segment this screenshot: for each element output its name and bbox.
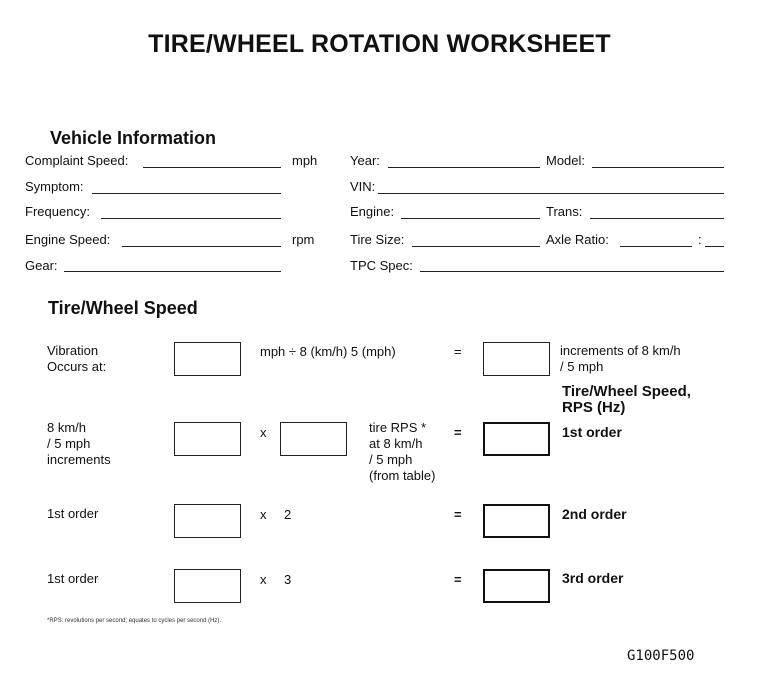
increments-result-input[interactable] xyxy=(483,342,550,376)
row2-label-line1: 8 km/h xyxy=(47,420,87,435)
row4-multiplier: 3 xyxy=(284,572,292,587)
year-field[interactable] xyxy=(388,167,540,168)
rps-footnote: *RPS: revolutions per second; equates to cycles per second (Hz). xyxy=(47,618,222,624)
row4-result-label: 3rd order xyxy=(562,570,624,586)
tire-rps-input[interactable] xyxy=(280,422,347,456)
second-order-result-input[interactable] xyxy=(483,504,550,538)
trans-field[interactable] xyxy=(590,218,724,219)
row2-result-label: 1st order xyxy=(562,424,622,440)
row3-result-label: 2nd order xyxy=(562,506,627,522)
row1-result-line2: / 5 mph xyxy=(560,359,604,374)
third-order-result-input[interactable] xyxy=(483,569,550,603)
tire-wheel-speed-rps-heading xyxy=(562,384,691,416)
complaint-speed-label: Complaint Speed: xyxy=(25,153,129,168)
symptom-field[interactable] xyxy=(92,193,281,194)
frequency-field[interactable] xyxy=(101,218,281,219)
year-label: Year: xyxy=(350,153,380,168)
tpc-spec-field[interactable] xyxy=(420,271,724,272)
row2-note-line2: at 8 km/h xyxy=(369,436,423,451)
row1-label-line2: Occurs at: xyxy=(47,359,107,374)
worksheet-title: TIRE/WHEEL ROTATION WORKSHEET xyxy=(148,30,611,58)
engine-speed-unit: rpm xyxy=(292,232,315,247)
row3-label: 1st order xyxy=(47,506,99,521)
complaint-speed-unit: mph xyxy=(292,153,318,168)
row1-result-line1: increments of 8 km/h xyxy=(560,343,681,358)
row2-note-line1: tire RPS * xyxy=(369,420,427,435)
row4-label: 1st order xyxy=(47,571,99,586)
row3-multiplier: 2 xyxy=(284,507,292,522)
row2-equals: = xyxy=(454,425,462,440)
row3-multiply: x xyxy=(260,507,267,522)
tpc-spec-label: TPC Spec: xyxy=(350,258,413,273)
axle-ratio-colon: : xyxy=(698,232,702,247)
vehicle-info-heading: Vehicle Information xyxy=(50,128,217,148)
row1-equals: = xyxy=(454,344,462,359)
row4-multiply: x xyxy=(260,572,267,587)
row1-label xyxy=(47,343,106,375)
row2-note-line4: (from table) xyxy=(369,468,436,483)
axle-ratio-field-a[interactable] xyxy=(620,246,692,247)
row4-first-order-input[interactable] xyxy=(174,569,241,603)
engine-speed-label: Engine Speed: xyxy=(25,232,111,247)
vin-label: VIN: xyxy=(350,179,376,194)
row2-multiply: x xyxy=(260,425,267,440)
symptom-label: Symptom: xyxy=(25,179,84,194)
row4-equals: = xyxy=(454,572,462,587)
row3-equals: = xyxy=(454,507,462,522)
gear-field[interactable] xyxy=(64,271,281,272)
engine-field[interactable] xyxy=(401,218,540,219)
model-field[interactable] xyxy=(592,167,724,168)
gear-label: Gear: xyxy=(25,258,58,273)
engine-speed-field[interactable] xyxy=(122,246,281,247)
vin-field[interactable] xyxy=(378,193,724,194)
first-order-result-input[interactable] xyxy=(483,422,550,456)
row2-note xyxy=(369,420,435,484)
complaint-speed-field[interactable] xyxy=(143,167,281,168)
axle-ratio-label: Axle Ratio: xyxy=(546,232,609,247)
engine-label: Engine: xyxy=(350,204,395,219)
row3-first-order-input[interactable] xyxy=(174,504,241,538)
tire-size-field[interactable] xyxy=(412,246,540,247)
row2-note-line3: / 5 mph xyxy=(369,452,413,467)
rps-heading-line1: Tire/Wheel Speed, xyxy=(562,383,691,400)
frequency-label: Frequency: xyxy=(25,204,91,219)
figure-code: G100F500 xyxy=(627,648,695,664)
increments-input[interactable] xyxy=(174,422,241,456)
rps-heading-line2: RPS (Hz) xyxy=(562,399,626,416)
row1-operation: mph ÷ 8 (km/h) 5 (mph) xyxy=(260,344,396,359)
row2-label-line2: / 5 mph xyxy=(47,436,91,451)
tire-size-label: Tire Size: xyxy=(350,232,405,247)
trans-label: Trans: xyxy=(546,204,583,219)
axle-ratio-field-b[interactable] xyxy=(705,246,724,247)
row2-label xyxy=(47,420,111,468)
row1-label-line1: Vibration xyxy=(47,343,99,358)
model-label: Model: xyxy=(546,153,586,168)
vibration-speed-input[interactable] xyxy=(174,342,241,376)
tire-wheel-speed-heading: Tire/Wheel Speed xyxy=(48,298,198,318)
row2-label-line3: increments xyxy=(47,452,111,467)
row1-result-label xyxy=(560,343,681,375)
